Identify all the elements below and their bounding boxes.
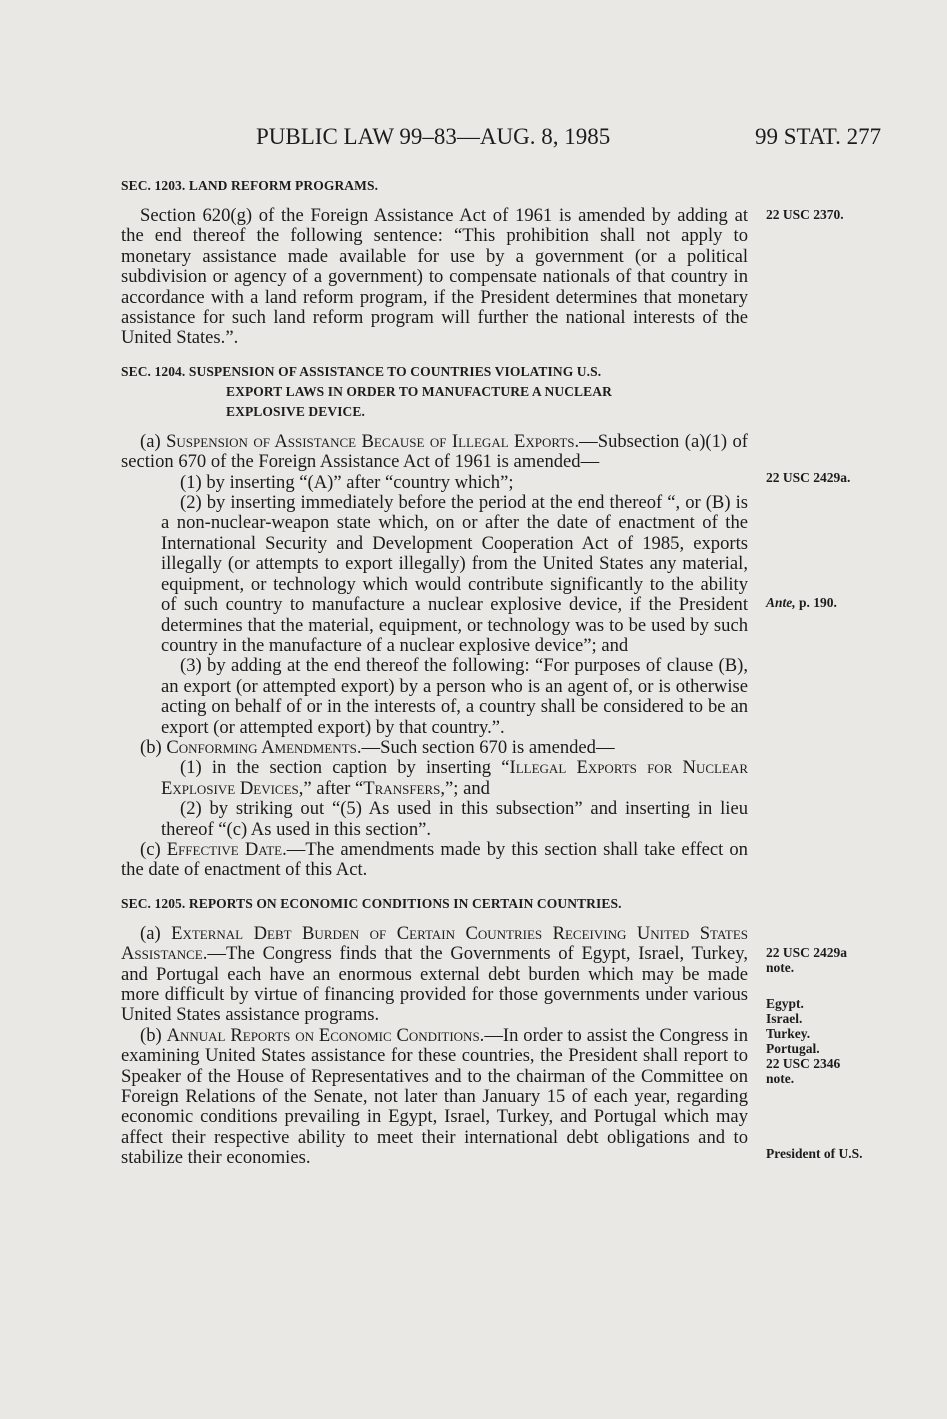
- paragraph-a1: (1) by inserting “(A)” after “country which”;: [180, 471, 514, 493]
- margin-note-ante-page: p. 190.: [795, 595, 837, 610]
- subsection-label: (a): [140, 922, 172, 944]
- section-1203-text: Section 620(g) of the Foreign Assistance Act of 1961 is amended by adding at the end thereof the following sentence: “This prohibition shall not apply to monetary assistance made available for use by a government (or a political subdivision or agency of a government) to compensate nationals of that country in accordance with a land reform program, if the President determines that monetary assistance for such land reform program will further the national interests of the United States.”.: [121, 205, 748, 349]
- subsection-label: (b): [140, 1024, 167, 1046]
- small-caps-run: Transfers,: [363, 777, 446, 799]
- subsection-text: —Such section 670 is amended—: [361, 736, 615, 758]
- section-1205-heading: SEC. 1205. REPORTS ON ECONOMIC CONDITIONS IN CERTAIN COUNTRIES.: [121, 895, 622, 911]
- small-caps-run: Illegal Exports for Nuclear Explosive Devices,: [161, 757, 748, 799]
- subsection-caption: Conforming Amendments.: [166, 736, 362, 758]
- subsection-text: —Subsection (a)(1) of section 670 of the Foreign Assistance Act of 1961 is amended—: [121, 430, 748, 473]
- subsection-text: —In order to assist the Congress in examining United States assistance for these countries, the President shall report to Speaker of the House of Representatives and to the chairman of the Committee on Foreign Relations of the Senate, not later than January 15 of each year, regarding economic conditions prevailing in Egypt, Israel, Turkey, and Portugal which may affect their respective ability to meet their international debt obligations and to stabilize their economies.: [121, 1024, 748, 1169]
- margin-note-22-usc-2370: 22 USC 2370.: [766, 207, 844, 222]
- section-1204-subsection-a: [121, 432, 748, 473]
- section-1204-subsection-c: [121, 840, 748, 881]
- text-run: ”; and: [445, 777, 490, 799]
- section-1205-subsection-a: [121, 924, 748, 1026]
- subsection-caption: Effective Date.: [166, 838, 287, 860]
- section-1204-subsection-b: [121, 738, 748, 758]
- text-run: (1) in the section caption by inserting “: [180, 757, 510, 779]
- subsection-caption: Annual Reports on Economic Conditions.: [166, 1024, 485, 1046]
- text-run: ” after “: [303, 777, 364, 799]
- margin-note-countries: Egypt. Israel. Turkey. Portugal. 22 USC 2346 note.: [766, 996, 841, 1086]
- margin-note-22-usc-2429a: 22 USC 2429a.: [766, 470, 851, 485]
- margin-note-22-usc-2429a-note: 22 USC 2429a note.: [766, 945, 848, 975]
- subsection-caption: Suspension of Assistance Because of Illegal Exports.: [166, 430, 580, 452]
- section-1204-heading: [121, 362, 748, 422]
- subsection-label: (c): [140, 838, 167, 860]
- section-1205-subsection-b: [121, 1026, 748, 1169]
- margin-note-ante: [766, 595, 837, 610]
- statute-page-number: 99 STAT. 277: [755, 124, 882, 149]
- paragraph-b2: (2) by striking out “(5) As used in this subsection” and inserting in lieu thereof “(c) As used in this section”.: [161, 798, 748, 840]
- subsection-text: —The amendments made by this section shall take effect on the date of enactment of this Act.: [121, 838, 748, 881]
- body-text-column: [121, 176, 748, 1169]
- section-1204-heading-line-1: SEC. 1204. SUSPENSION OF ASSISTANCE TO COUNTRIES VIOLATING U.S.: [121, 363, 602, 379]
- subsection-label: (a): [140, 430, 167, 452]
- section-1204-heading-line-3: EXPLOSIVE DEVICE.: [226, 403, 365, 419]
- subsection-caption: External Debt Burden of Certain Countries Receiving United States Assistance.: [121, 922, 748, 965]
- subsection-text: —The Congress finds that the Governments of Egypt, Israel, Turkey, and Portugal each have an enormous external debt burden which may be made more difficult by virtue of financing provided for those governments under various United States assistance programs.: [121, 943, 748, 1026]
- running-head: [0, 124, 947, 156]
- paragraph-b1: [121, 758, 748, 799]
- paragraph-a3: (3) by adding at the end thereof the following: “For purposes of clause (B), an export (or attempted export) by a person who is an agent of, or is otherwise acting on behalf of or in the interests of, a country shall be considered to be an export (or attempted export) by that country.”.: [161, 655, 748, 738]
- paragraph-a2: (2) by inserting immediately before the period at the end thereof “, or (B) is a non-nuclear-weapon state which, on or after the date of enactment of the International Security and Development Cooperation Act of 1985, exports illegally (or attempts to export illegally) from the United States any material, equipment, or technology which would contribute significantly to the ability of such country to manufacture a nuclear explosive device, if the President determines that the material, equipment, or technology was to be used by such country in the manufacture of a nuclear explosive device”; and: [161, 492, 748, 656]
- running-head-title: PUBLIC LAW 99–83—AUG. 8, 1985: [256, 124, 611, 149]
- subsection-label: (b): [140, 736, 167, 758]
- section-1204-heading-line-2: EXPORT LAWS IN ORDER TO MANUFACTURE A NUCLEAR: [226, 383, 612, 399]
- margin-note-president: President of U.S.: [766, 1146, 863, 1161]
- margin-note-ante-italic: Ante,: [766, 595, 796, 610]
- section-1203-heading: SEC. 1203. LAND REFORM PROGRAMS.: [121, 178, 379, 193]
